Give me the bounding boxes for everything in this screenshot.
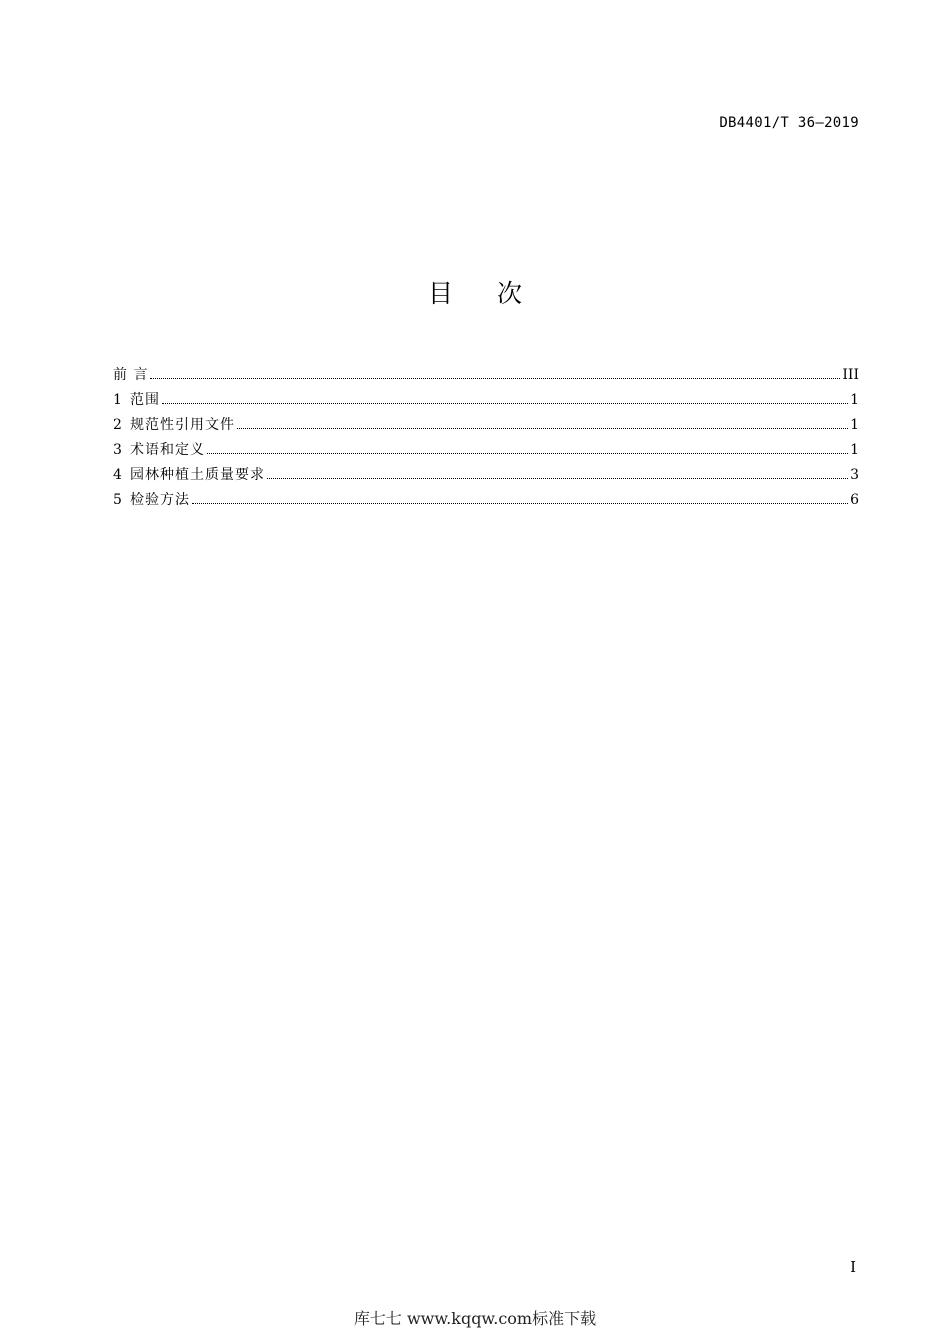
toc-entry-number: 5	[113, 492, 122, 508]
page-number: I	[850, 1258, 856, 1276]
toc-entry-page: 6	[850, 492, 859, 508]
watermark-text: 库七七 www.kqqw.com标准下载	[353, 1309, 597, 1328]
toc-entry-page: 1	[850, 417, 859, 433]
toc-title	[0, 274, 950, 310]
document-code: DB4401/T 36—2019	[719, 115, 859, 131]
toc-entry-terms-definitions[interactable]	[113, 440, 859, 465]
toc-entry-test-methods[interactable]	[113, 490, 859, 515]
toc-dot-leader	[237, 427, 848, 429]
toc-entry-preface[interactable]	[113, 365, 859, 390]
toc-entry-number: 4	[113, 467, 122, 483]
toc-entry-label: 术语和定义	[130, 442, 205, 458]
toc-entry-label: 前 言	[113, 367, 149, 383]
toc-entry-number: 2	[113, 417, 122, 433]
toc-entry-page: 1	[850, 442, 859, 458]
toc-dot-leader	[267, 477, 848, 479]
toc-dot-leader	[162, 402, 848, 404]
toc-dot-leader	[192, 502, 848, 504]
toc-entry-label: 园林种植土质量要求	[130, 467, 265, 483]
toc-entry-page: 3	[850, 467, 859, 483]
toc-entry-label: 检验方法	[130, 492, 190, 508]
toc-dot-leader	[150, 377, 840, 379]
toc-entry-scope[interactable]	[113, 390, 859, 415]
toc-title-left: 目	[427, 279, 453, 308]
toc-dot-leader	[207, 452, 848, 454]
toc-entry-label: 范围	[130, 392, 160, 408]
toc-entry-label: 规范性引用文件	[130, 417, 235, 433]
toc-entry-page: 1	[850, 392, 859, 408]
toc-entry-soil-quality-requirements[interactable]	[113, 465, 859, 490]
toc-entry-page: III	[842, 367, 859, 383]
toc-list	[113, 365, 859, 515]
toc-entry-normative-references[interactable]	[113, 415, 859, 440]
toc-entry-number: 3	[113, 442, 122, 458]
toc-entry-number: 1	[113, 392, 122, 408]
toc-title-right: 次	[497, 279, 523, 308]
